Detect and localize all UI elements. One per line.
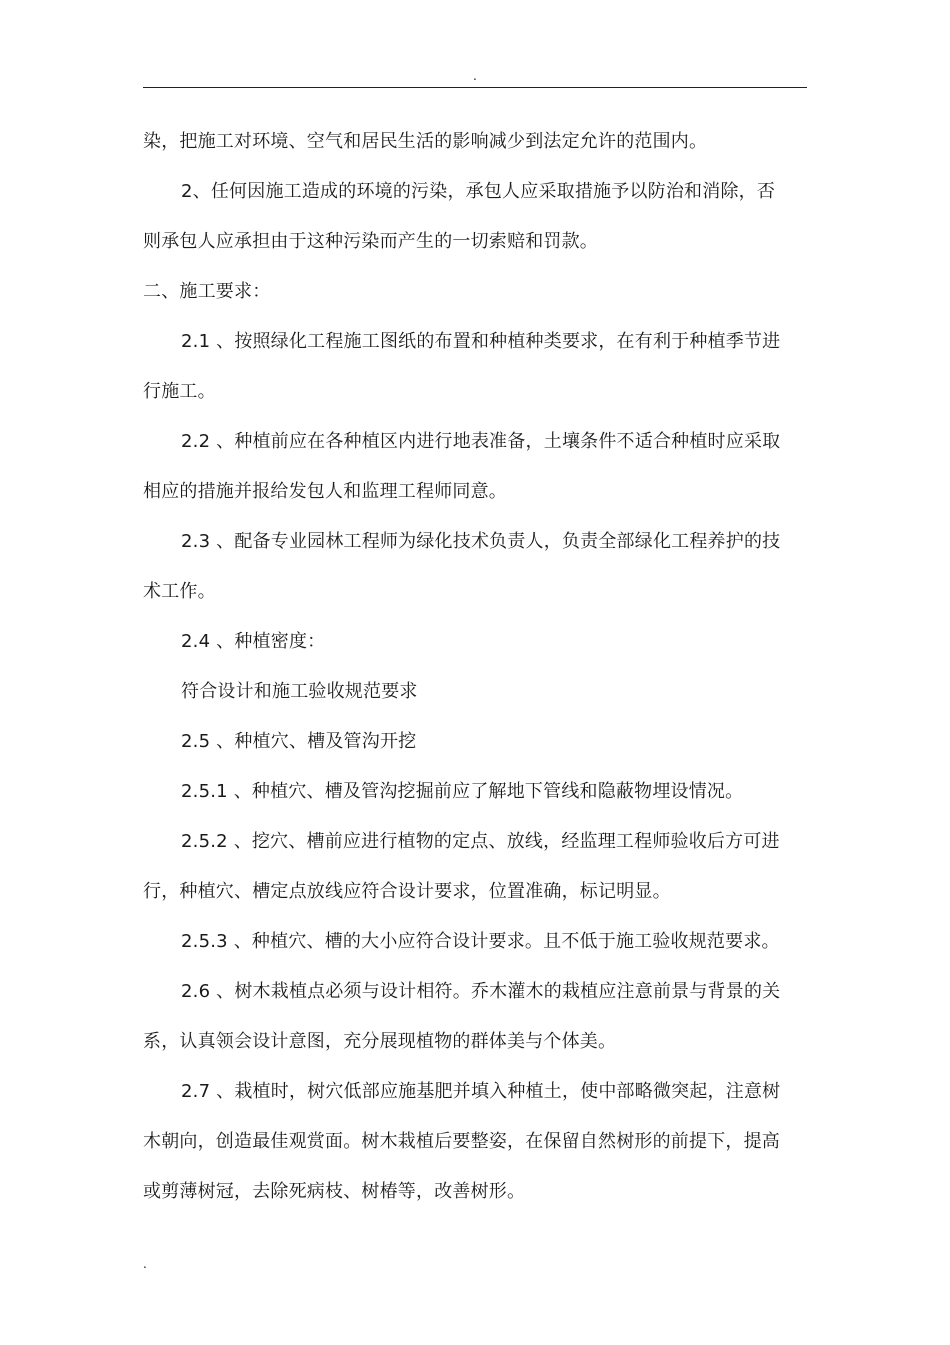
text-line: 2.3 、配备专业园林工程师为绿化技术负责人，负责全部绿化工程养护的技 <box>181 531 781 552</box>
text-line: 术工作。 <box>143 581 216 602</box>
text-line: 2.6 、树木栽植点必须与设计相符。乔木灌木的栽植应注意前景与背景的关 <box>181 981 781 1002</box>
text-line: 2.7 、栽植时，树穴低部应施基肥并填入种植土，使中部略微突起，注意树 <box>181 1081 781 1102</box>
text-line: 2、任何因施工造成的环境的污染，承包人应采取措施予以防治和消除，否 <box>181 181 776 202</box>
text-line: 2.5 、种植穴、槽及管沟开挖 <box>181 731 417 752</box>
text-line: 或剪薄树冠，去除死病枝、树椿等，改善树形。 <box>143 1181 526 1202</box>
text-line: 行施工。 <box>143 381 216 402</box>
text-line: 则承包人应承担由于这种污染而产生的一切索赔和罚款。 <box>143 231 598 252</box>
text-line: 行，种植穴、槽定点放线应符合设计要求，位置准确，标记明显。 <box>143 881 671 902</box>
text-line: 2.1 、按照绿化工程施工图纸的布置和种植种类要求，在有利于种植季节进 <box>181 331 781 352</box>
text-line: 系，认真领会设计意图，充分展现植物的群体美与个体美。 <box>143 1031 617 1052</box>
text-line: 2.5.3 、种植穴、槽的大小应符合设计要求。且不低于施工验收规范要求。 <box>181 931 780 952</box>
text-line: 2.5.2 、挖穴、槽前应进行植物的定点、放线，经监理工程师验收后方可进 <box>181 831 780 852</box>
text-line: 2.4 、种植密度： <box>181 631 326 652</box>
footer-mark: . <box>143 1257 147 1271</box>
text-line: 符合设计和施工验收规范要求 <box>181 681 418 702</box>
section-heading: 二、施工要求： <box>143 281 271 302</box>
text-line: 相应的措施并报给发包人和监理工程师同意。 <box>143 481 507 502</box>
text-line: 木朝向，创造最佳观赏面。树木栽植后要整姿，在保留自然树形的前提下，提高 <box>143 1131 780 1152</box>
text-line: 染，把施工对环境、空气和居民生活的影响减少到法定允许的范围内。 <box>143 131 708 152</box>
header-mark: . <box>473 69 477 83</box>
text-line: 2.2 、种植前应在各种植区内进行地表准备，土壤条件不适合种植时应采取 <box>181 431 781 452</box>
header-rule <box>143 87 807 88</box>
text-line: 2.5.1 、种植穴、槽及管沟挖掘前应了解地下管线和隐蔽物埋设情况。 <box>181 781 744 802</box>
